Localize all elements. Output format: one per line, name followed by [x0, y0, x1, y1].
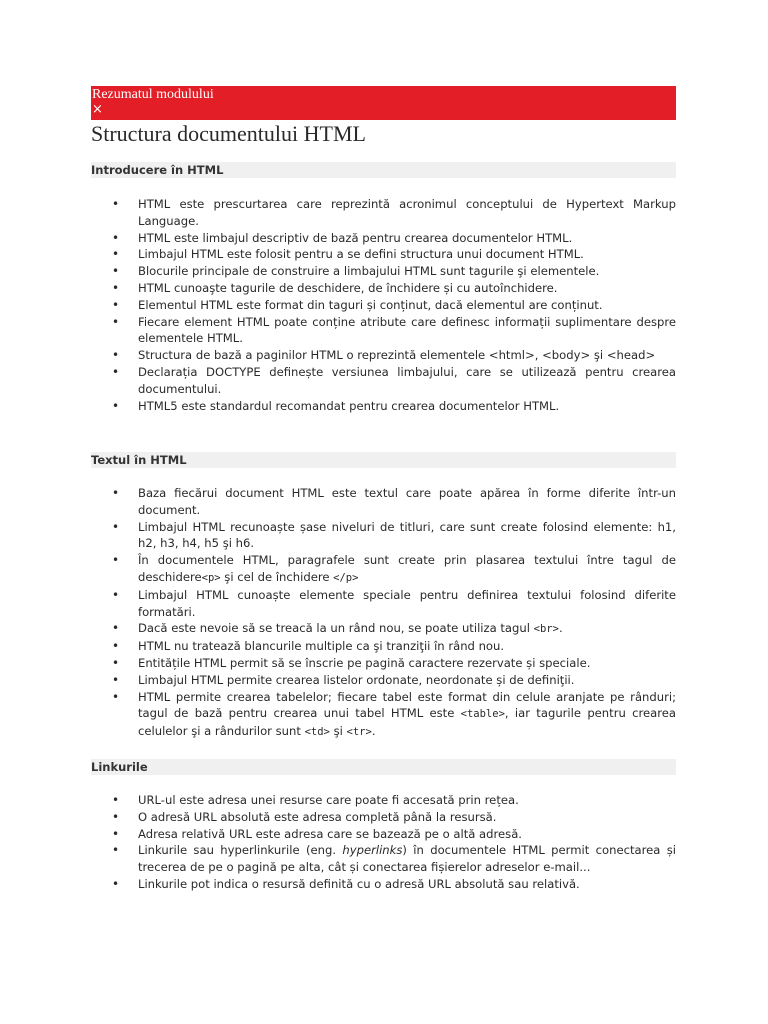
code-tag: <p> — [201, 571, 221, 584]
item-text: . — [558, 621, 563, 636]
list-item: • Structura de bază a paginilor HTML o reprezintă elementele <html>, <body> şi <head> — [91, 347, 676, 364]
list-item: • Entitățile HTML permit să se înscrie pe pagină caractere rezervate și speciale. — [91, 655, 676, 672]
item-text: ) în documentele HTML permit conectarea și trecerea de pe o pagină pe alta, cât și conectarea fișierelor adreselor e-mail... — [138, 843, 676, 875]
item-text: . — [371, 724, 376, 739]
item-text: , iar tagurile pentru crearea celulelor şi a rândurilor sunt — [138, 706, 676, 739]
section-intro-html — [91, 162, 676, 414]
list-item — [91, 552, 676, 587]
section-text-in-html — [91, 452, 676, 741]
list-item — [91, 620, 676, 638]
list-item: • Limbajul HTML cunoaște elemente speciale pentru definirea textului folosind diferite formatări. — [91, 587, 676, 621]
bullet-list — [91, 485, 676, 741]
document-title: Structura documentului HTML — [91, 121, 366, 146]
list-item: • Blocurile principale de construire a limbajului HTML sunt tagurile şi elementele. — [91, 263, 676, 280]
section-heading: Linkurile — [91, 759, 676, 775]
section-heading: Introducere în HTML — [91, 162, 676, 178]
list-item: • HTML nu tratează blancurile multiple ca şi tranziţii în rând nou. — [91, 638, 676, 655]
italic-term: hyperlinks — [342, 843, 403, 858]
item-text: Dacă este nevoie să se treacă la un rând nou, se poate utiliza tagul — [138, 621, 534, 636]
list-item: • HTML5 este standardul recomandat pentru crearea documentelor HTML. — [91, 398, 676, 415]
list-item: • Fiecare element HTML poate conține atribute care definesc informații suplimentare despre elementele HTML. — [91, 314, 676, 348]
code-tag: <tr> — [346, 726, 372, 739]
code-tag: <table> — [460, 708, 505, 721]
module-summary-banner[interactable] — [91, 86, 676, 120]
list-item: • HTML cunoaşte tagurile de deschidere, de închidere și cu autoînchidere. — [91, 280, 676, 297]
list-item: • O adresă URL absolută este adresa completă până la resursă. — [91, 809, 676, 826]
list-item: • Linkurile pot indica o resursă definită cu o adresă URL absolută sau relativă. — [91, 876, 676, 893]
list-item: • URL-ul este adresa unei resurse care poate fi accesată prin rețea. — [91, 792, 676, 809]
list-item: • Adresa relativă URL este adresa care se bazează pe o altă adresă. — [91, 826, 676, 843]
list-item: • Declarația DOCTYPE definește versiunea limbajului, care se utilizează pentru crearea documentului. — [91, 364, 676, 398]
bullet-list — [91, 792, 676, 893]
list-item — [91, 689, 676, 741]
item-text: şi cel de închidere — [220, 569, 334, 584]
item-text: şi — [329, 724, 347, 739]
list-item: • Limbajul HTML este folosit pentru a se defini structura unui document HTML. — [91, 246, 676, 263]
item-text: Linkurile sau hyperlinkurile (eng. — [138, 843, 343, 858]
code-tag: <br> — [533, 623, 559, 636]
section-links — [91, 759, 676, 893]
list-item: • Limbajul HTML recunoaște șase niveluri de titluri, care sunt create folosind elemente: h1, h2, h3, h4, h5 şi h6. — [91, 519, 676, 553]
item-text: HTML permite crearea tabelelor; fiecare tabel este format din celule aranjate pe rânduri; tagul de bază pentru crearea unui tabel HTML este — [138, 689, 676, 721]
close-icon[interactable]: × — [92, 102, 103, 117]
bullet-list — [91, 196, 676, 414]
item-text: În documentele HTML, paragrafele sunt create prin plasarea textului între tagul de deschidere — [138, 553, 676, 584]
list-item: • Limbajul HTML permite crearea listelor ordonate, neordonate și de definiţii. — [91, 672, 676, 689]
code-tag: <td> — [304, 726, 330, 739]
banner-label: Rezumatul modulului — [92, 87, 214, 102]
list-item: • HTML este limbajul descriptiv de bază pentru crearea documentelor HTML. — [91, 230, 676, 247]
code-tag: </p> — [333, 571, 359, 584]
section-heading: Textul în HTML — [91, 452, 676, 468]
list-item: • Baza fiecărui document HTML este textul care poate apărea în forme diferite într-un document. — [91, 485, 676, 519]
list-item — [91, 842, 676, 876]
list-item: • HTML este prescurtarea care reprezintă acronimul conceptului de Hypertext Markup Language. — [91, 196, 676, 230]
list-item: • Elementul HTML este format din taguri și conținut, dacă elementul are conținut. — [91, 297, 676, 314]
